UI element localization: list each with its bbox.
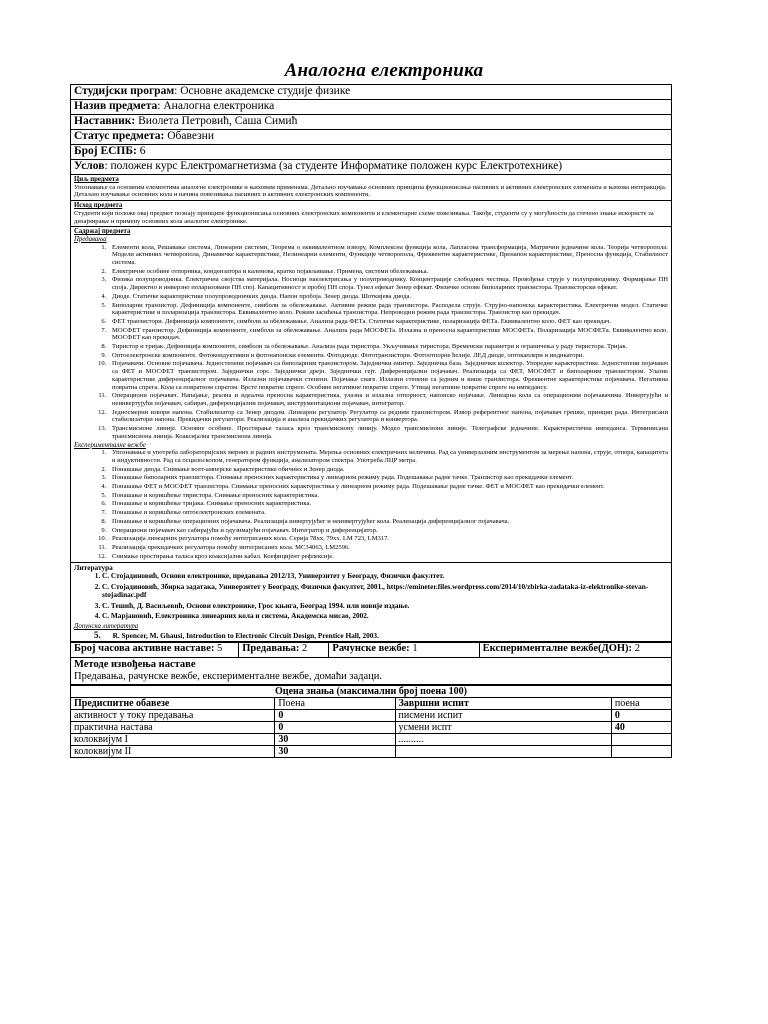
- exercise-item: 10. Реализација линеарних регулатора помоћу интегрисаних кола. Серија 78xx, 79xx. LM 723, LM317.: [108, 535, 668, 543]
- calc-hours-cell: [329, 642, 479, 657]
- lecture-item: 4. Диоде. Статичке карактеристике полупроводничких диода. Напон пробоја. Зенер диода. Шоткијева диода.: [108, 293, 668, 301]
- grading-cell: 0: [275, 709, 395, 721]
- lecture-item: 10. Појачавачи. Основне појачавача. Једностепени појачавач са биполарним транзистором. Заједнички емитер. Заједничка база. Заједнички колектор. Упоредне карактеристике. Једностепени појачавач са ФЕТ и МОСФЕТ транзистором. Заједнички сорс. Заједнички дрејн. Заједнички гејт. Диференцијални појачавач. Реализација са ФЕТ, МОСФЕТ и биполарним транзистором. Улазне карактеристике диференцијалног појачавача. Излазни појачавачки степени. Појачање снаге. Излазни степени са једним и више транзистора. Фреквентне карактеристике појачавача. Негативна повратна спрега. Кола са повратном спрегом. Врсте повратне спреге. Особине негативне повратне спреге. Утицај негативне повратне спреге на импедансу.: [108, 360, 668, 391]
- calc-hours-value: 1: [409, 642, 418, 654]
- exercise-item: 5. Понашање и коришћење тиристора. Снимање преносних карактеристика.: [108, 492, 668, 500]
- literature-heading: Литература: [74, 563, 113, 573]
- literature-item: 1. С. Стојадиновић, Основи електронике, предавања 2012/13, Универзитет у Београду, Физички факултет.: [102, 572, 668, 581]
- program-label: Студијски програм: [74, 85, 175, 97]
- exercise-item: 1. Упознавање и употреба лабораторијских мерних и радних инструмената. Мерења основних електричних величина. Рад са универзалним инструментом за мерење напона, струје, отпора, капацитета и индуктивности. Рад са осцилоскопом, генератором функција, анализатором спектра. Употреба ЛЦР метра.: [108, 449, 668, 464]
- lecture-item: 12. Једносмерни извори напона. Стабилизатор са Зенер диодом. Линеарни регулатор. Регулатор са редним транзистором. Извор референтног напона, појачавач грешке, принцип рада. Интегрисани стабилизатори напона. Прекидачки регулатори. Реализација и анализа прекидачких регулатора и конвертора.: [108, 409, 668, 424]
- active-hours-value: 5: [214, 642, 223, 654]
- exercise-item: 7. Понашање и коришћење оптоелектронских елемената.: [108, 509, 668, 517]
- grading-cell: 40: [611, 721, 671, 733]
- grading-row: [71, 745, 672, 757]
- lecture-item: 8. Тиристор и тријак. Дефиниција компоненте, симболи за обележавање. Анализа рада тиристора. Укључивање тиристора. Временски параметри и ограничења у раду тиристора. Тријак.: [108, 343, 668, 351]
- exercise-item: 2. Понашање диода. Снимање волт-амперске карактеристике обичних и Зенер диода.: [108, 466, 668, 474]
- goal-section: [71, 175, 672, 201]
- lecture-hours-label: Предавања:: [242, 642, 300, 654]
- lecture-item: 13. Трансмисионе линије. Основне особине. Простирање таласа кроз трансмисиону линију. Модел трансмисионе линије. Телеграфске једначине. Карактеристична импеданса. Терминисана трансмисиона линија. Коаксијална трансмисиона линија.: [108, 425, 668, 440]
- teacher-row: [71, 115, 672, 130]
- exercise-item: 6. Понашање и коришћење тријака. Снимање преносних карактеристика.: [108, 500, 668, 508]
- ects-value: 6: [136, 145, 146, 157]
- lecture-item: 1. Елементи кола, Решавање система, Линеарни системи, Теорема о еквивалентном извору, Комплексна функција кола, Лапласова трансформација, Матрични једначине кола. Теорија четворопола: Модели активних четворопола, Динамичке карактеристике, Нелинеарни елементи, Функције четворопола, Фреквентне карактеристике, Пренапон карактеристике, Преносна функција, Стабилност система.: [108, 244, 668, 267]
- teacher-label: Наставник:: [74, 115, 136, 127]
- lectures-heading: Предавања: [74, 235, 107, 243]
- course-info-table: [70, 84, 672, 642]
- lecture-item: 11. Операциони појачавач. Напајање, реална и идеална преносна карактеристика, улазна и излазна отпорност, напонско појачање. Линеарна кола са операционим појачавачима. Инвертујући и неинвертујући појачавач, сабирач, диференцијални појачавач, инструментациони појачавач, интегратор.: [108, 392, 668, 407]
- content-section: [71, 227, 672, 563]
- active-hours-cell: [71, 642, 239, 657]
- exercise-item: 3. Понашање биполарних транзистора. Снимање преносних карактеристика у линеарном режиму рада. Подешавање радне тачке. Транзистор као прекидачки елемент.: [108, 474, 668, 482]
- status-label: Статус предмета:: [74, 130, 165, 142]
- teacher-value: Виолета Петровић, Саша Симић: [135, 115, 298, 127]
- lecture-item: 3. Физика полупроводника. Електрична својства материјала. Носиоци наелектрисања у полупроводнику. Концентрације слободних честица. Провођење струје у полупроводнику. Формирање ПН споја. Директно и инверзно поларизовани ПН спој. Капацитивност и пробој ПН споја. Тунел ефекат Зенер ефекат. Физичке основе биполарних транзистора. Транзисторски ефекат.: [108, 276, 668, 291]
- grading-head-pre: Предиспитне обавезе: [71, 697, 275, 709]
- program-row: [71, 85, 672, 100]
- grading-cell: практична настава: [71, 721, 275, 733]
- condition-label: Услов: [74, 160, 105, 172]
- condition-row: [71, 160, 672, 175]
- outcome-text: Студенти који положе овај предмет познају принципе функционисања основних електронских компоненти и елементарне схеме повезивања. Такође, студенти су у могућности да стечено знање искористе за дизајнирање и примену основних кола аналогне електронике.: [74, 209, 654, 225]
- calc-hours-label: Рачунске вежбе:: [332, 642, 410, 654]
- grading-row: [71, 733, 672, 745]
- ects-row: [71, 145, 672, 160]
- grading-cell: ..........: [395, 733, 611, 745]
- grading-row: [71, 709, 672, 721]
- extra-literature-number: 5.: [94, 629, 101, 640]
- literature-item: 4. С. Марјановић, Електроника линеарних кола и система, Академска мисао, 2002.: [102, 612, 668, 621]
- course-sheet: [70, 84, 672, 758]
- goal-heading: Циљ предмета: [74, 176, 119, 183]
- lectures-list: [74, 244, 668, 441]
- lecture-item: 9. Оптоелектронске компоненте. Фотокондуктивни и фотонапонски елементи. Фотодиоде. Фототранзистори. Фотоотпорне ћелије. ЛЕД диоде, оптокаплери и индикатори.: [108, 352, 668, 360]
- course-label: Назив предмета: [74, 100, 158, 112]
- extra-literature-item: R. Spencer, M. Ghausi, Introduction to Electronic Circuit Design, Prentice Hall, 2003.: [112, 630, 379, 640]
- goal-text: Упознавање са основним елементима аналогне електронике и њиховим применама. Детаљно изучавање основних принципа функционисања пасивних и активних електронских елемената и њихова интеракција. Детаљно изучавање основних кола и начина повезивања пасивних и активних електронских компоненти.: [74, 183, 667, 199]
- grading-head-points: Поена: [275, 697, 395, 709]
- lecture-item: 6. ФЕТ транзистори. Дефиниција компоненте, симболи за обележавање. Анализа рада ФЕТа. Статичке карактеристике, поларизација ФЕТа. Еквивалентно коло. ФЕТ као прекидач.: [108, 318, 668, 326]
- grading-cell: активност у току предавања: [71, 709, 275, 721]
- lecture-item: 5. Биполарни транзистор. Дефиниција компоненте, симболи за обележавање. Активни режим рада транзистора. Расподела струје. Струјно-напонска карактеристика. Електрични модел. Статичке карактеристике и поларизација транзистора. Еквивалентно коло. Режим засићења транзистора. Непроводни режим рада транзистора. Транзистор као прекидач.: [108, 302, 668, 317]
- exp-hours-cell: [479, 642, 671, 657]
- exercise-item: 12. Снимање простирања таласа кроз коаксијални кабал. Коефицијент рефлексије.: [108, 553, 668, 561]
- methods-heading: Методе извођења наставе: [74, 658, 196, 670]
- grading-cell: [611, 733, 671, 745]
- hours-table: [70, 642, 672, 685]
- grading-cell: усмени испт: [395, 721, 611, 733]
- grading-cell: 30: [275, 745, 395, 757]
- ects-label: Број ЕСПБ:: [74, 145, 137, 157]
- literature-item: 3. С. Тешић, Д. Васиљевић, Основи електронике, Грос књига, Београд 1994. или новије издање.: [102, 602, 668, 611]
- exercise-item: 9. Операциони појачавач као сабирајући и одузимајући појачавач. Интегратор и диференцијатор.: [108, 527, 668, 535]
- lecture-item: 2. Електричне особине отпорника, кондензатора и калемова, кратко појављивање. Примена, системи обележавања.: [108, 268, 668, 276]
- active-hours-label: Број часова активне наставе:: [74, 642, 215, 654]
- grading-cell: [395, 745, 611, 757]
- exp-hours-label: Експерименталне вежбе(ДОН):: [482, 642, 633, 654]
- outcome-heading: Исход предмета: [74, 202, 123, 210]
- content-heading: Садржај предмета: [74, 228, 131, 236]
- exercise-item: 11. Реализација прекидачких регулатора помоћу интегрисаних кола. MC34063, LM2596.: [108, 544, 668, 552]
- program-value: : Основне академске студије физике: [174, 85, 351, 97]
- exercise-item: 4. Понашање ФЕТ и МОСФЕТ транзистора. Снимање преносних карактеристика у линеарном режиму рада. Подешавање радне тачке. ФЕТ и МОСФЕТ као прекидачки елемент.: [108, 483, 668, 491]
- grading-caption: Оцена знања (максимални број поена 100): [71, 685, 672, 697]
- methods-cell: [71, 657, 672, 684]
- lecture-item: 7. МОСФЕТ транзистор. Дефиниција компоненте, симболи за обележавање. Анализа рада МОСФЕТа. Излазна и преносна карактеристике МОСФЕТа. Поларизација МОСФЕТа. Еквивалентно коло. МОСФЕТ као прекидач.: [108, 327, 668, 342]
- grading-cell: колоквијум I: [71, 733, 275, 745]
- status-row: [71, 130, 672, 145]
- lecture-hours-value: 2: [299, 642, 308, 654]
- course-value: : Аналогна електроника: [157, 100, 275, 112]
- exercises-heading: Експерименталне вежбе: [74, 441, 146, 449]
- exp-hours-value: 2: [632, 642, 640, 654]
- grading-table: [70, 685, 672, 758]
- literature-section: [71, 563, 672, 641]
- course-row: [71, 100, 672, 115]
- literature-item: 2. С. Стојадиновић, Збирка задатака, Универзитет у Београду, Физички факултет, 2001., https://emineter.files.wordpress.com/2014/10/zbirka-zadataka-iz-elektronike-stevan-stojadinac.pdf: [102, 583, 668, 600]
- extra-literature-row: [74, 631, 668, 640]
- grading-head-final: Завршни испит: [395, 697, 611, 709]
- grading-head-final-points: поена: [611, 697, 671, 709]
- literature-list: [74, 572, 668, 621]
- grading-cell: 30: [275, 733, 395, 745]
- outcome-section: [71, 201, 672, 227]
- methods-text: Предавања, рачунске вежбе, експерименталне вежбе, домаћи задаци.: [74, 670, 382, 682]
- lecture-hours-cell: [239, 642, 329, 657]
- extra-literature-heading: Допунска литература: [74, 623, 139, 631]
- exercises-list: [74, 449, 668, 560]
- status-value: Обавезни: [164, 130, 214, 142]
- grading-cell: 0: [611, 709, 671, 721]
- grading-cell: 0: [275, 721, 395, 733]
- grading-cell: колоквијум II: [71, 745, 275, 757]
- grading-cell: [611, 745, 671, 757]
- grading-row: [71, 721, 672, 733]
- condition-value: : положен курс Електромагнетизма (за студенте Информатике положен курс Електротехнике): [104, 160, 563, 172]
- exercise-item: 8. Понашање и коришћење операционих појачавача. Реализација инвертујућег и неинвертујућег кола. Реализација диференцијалног појачавача.: [108, 518, 668, 526]
- grading-cell: писмени испит: [395, 709, 611, 721]
- document-title: Аналогна електроника: [284, 60, 484, 81]
